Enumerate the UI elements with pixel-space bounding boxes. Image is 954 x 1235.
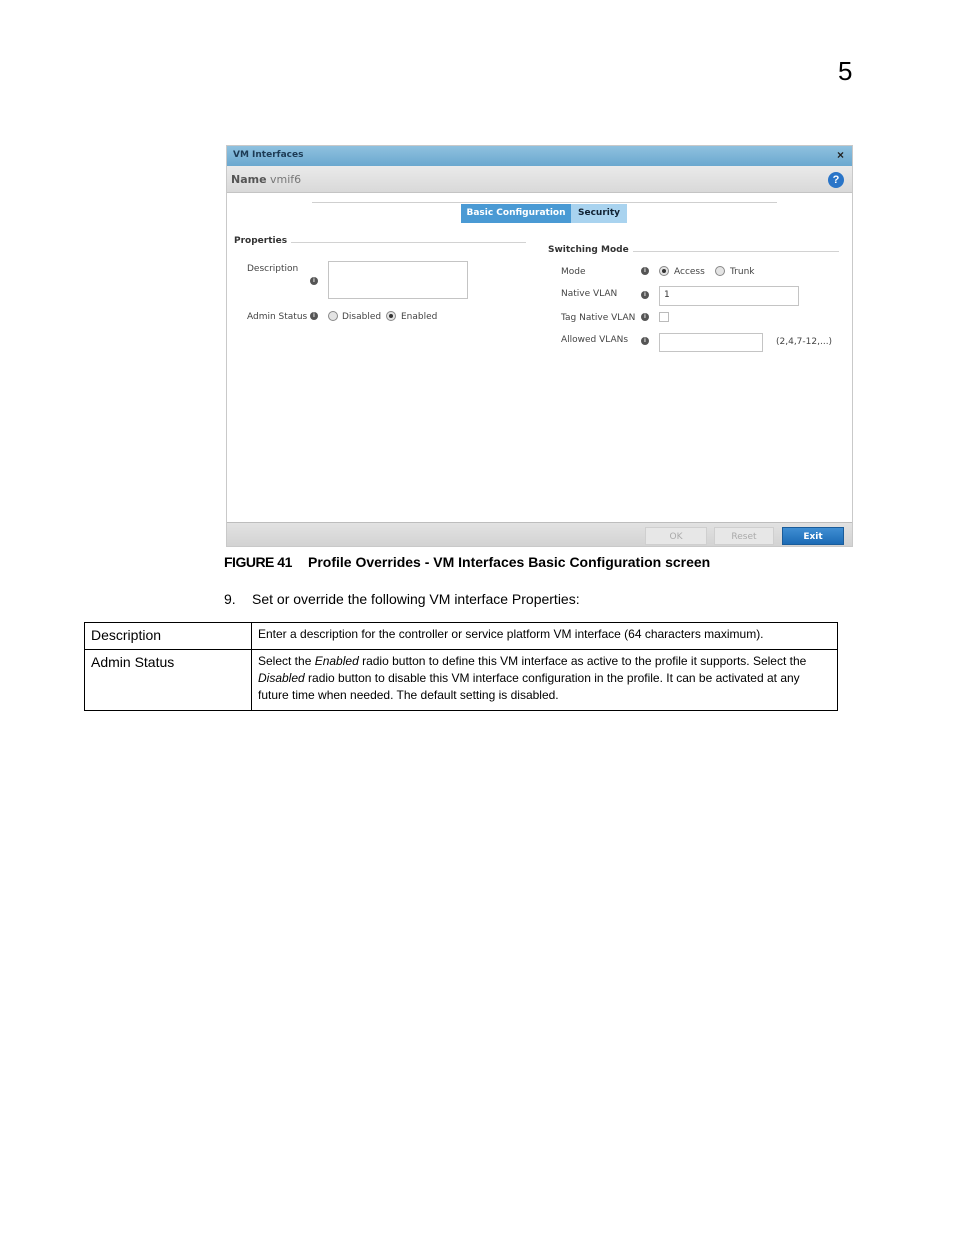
admin-disabled-radio[interactable] (328, 311, 338, 321)
allowed-vlans-label: Allowed VLANs (561, 335, 629, 345)
dialog-title: VM Interfaces (233, 150, 304, 160)
info-icon: i (641, 337, 649, 345)
mode-access-radio[interactable] (659, 266, 669, 276)
ok-button[interactable]: OK (645, 527, 707, 545)
admin-status-label: Admin Status (247, 312, 308, 322)
table-row (85, 623, 838, 650)
native-vlan-input[interactable]: 1 (659, 286, 799, 306)
name-bar (227, 166, 852, 193)
admin-enabled-radio[interactable] (386, 311, 396, 321)
step-instruction (224, 591, 580, 607)
info-icon: i (641, 267, 649, 275)
figure-caption (224, 554, 711, 570)
table-definition: Enter a description for the controller or service platform VM interface (64 characters maximum). (252, 623, 838, 650)
admin-enabled-label: Enabled (401, 312, 438, 322)
description-input[interactable] (328, 261, 468, 299)
table-definition (252, 650, 838, 711)
admin-disabled-label: Disabled (342, 312, 382, 322)
native-vlan-label: Native VLAN (561, 289, 618, 299)
dialog-titlebar (227, 146, 852, 166)
mode-trunk-label: Trunk (730, 267, 755, 277)
table-term: Admin Status (85, 650, 252, 711)
definition-text: radio button to define this VM interface as active to the profile it supports. Select the (358, 654, 807, 668)
mode-access-label: Access (674, 267, 705, 277)
info-icon: i (641, 291, 649, 299)
definition-emphasis: Disabled (258, 671, 305, 685)
switching-divider (633, 251, 839, 252)
close-icon[interactable]: × (836, 148, 844, 162)
tag-native-vlan-checkbox[interactable] (659, 312, 669, 322)
reset-button[interactable]: Reset (714, 527, 774, 545)
tag-native-vlan-label: Tag Native VLAN (561, 313, 636, 323)
step-suffix: : (575, 591, 580, 607)
figure-number: FIGURE 41 (224, 554, 292, 570)
info-icon: i (641, 313, 649, 321)
properties-heading: Properties (234, 236, 288, 246)
properties-divider (291, 242, 526, 243)
definition-text: Select the (258, 654, 315, 668)
info-icon: i (310, 277, 318, 285)
allowed-vlans-hint: (2,4,7-12,...) (776, 337, 833, 347)
mode-label: Mode (561, 267, 586, 277)
mode-trunk-radio[interactable] (715, 266, 725, 276)
tab-basic-configuration[interactable]: Basic Configuration (461, 204, 571, 223)
name-value: vmif6 (270, 173, 302, 186)
definition-text: radio button to disable this VM interface configuration in the profile. It can be activated at any future time when needed. The default setting is disabled. (258, 671, 800, 702)
step-number: 9. (224, 591, 236, 607)
info-icon: i (310, 312, 318, 320)
name-label: Name (231, 173, 267, 186)
tab-security[interactable]: Security (571, 204, 627, 223)
step-bold-term: Properties (511, 591, 576, 607)
step-text: Set or override the following VM interface (252, 591, 512, 607)
description-label: Description (247, 264, 299, 274)
exit-button[interactable]: Exit (782, 527, 844, 545)
definition-emphasis: Enabled (314, 654, 359, 668)
table-row (85, 650, 838, 711)
properties-table (84, 622, 838, 711)
allowed-vlans-input[interactable] (659, 333, 763, 352)
chapter-number: 5 (838, 56, 853, 86)
figure-caption-text: Profile Overrides - VM Interfaces Basic Configuration screen (308, 554, 711, 570)
table-term: Description (85, 623, 252, 650)
vm-interfaces-dialog (226, 145, 853, 547)
dialog-footer (227, 522, 852, 546)
help-icon[interactable]: ? (828, 172, 844, 188)
switching-mode-heading: Switching Mode (548, 245, 629, 255)
tab-divider (312, 202, 777, 203)
